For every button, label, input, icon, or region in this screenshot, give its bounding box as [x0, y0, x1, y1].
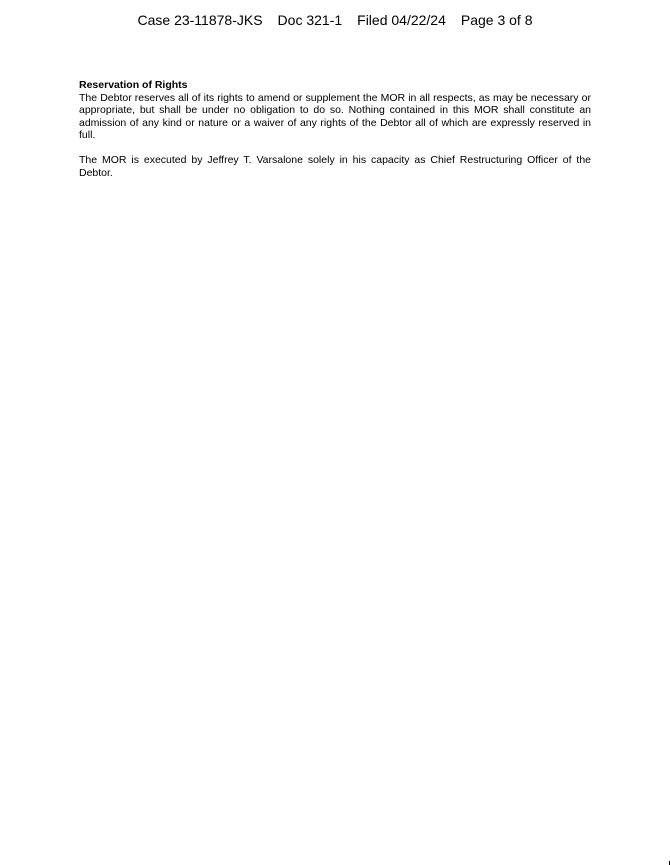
section-heading: Reservation of Rights: [79, 79, 188, 91]
case-number: Case 23-11878-JKS: [137, 12, 263, 28]
page-number: Page 3 of 8: [460, 12, 533, 28]
document-body: [79, 79, 591, 179]
execution-paragraph: The MOR is executed by Jeffrey T. Varsalone solely in his capacity as Chief Restructuring Officer of the Debtor.: [79, 154, 591, 179]
doc-number: Doc 321-1: [277, 12, 343, 28]
reservation-paragraph: The Debtor reserves all of its rights to amend or supplement the MOR in all respects, as may be necessary or appropriate, but shall be under no obligation to do so. Nothing contained in this MOR shall constitute an admission of any kind or nature or a waiver of any rights of the Debtor all of which are expressly reserved in full.: [79, 91, 591, 141]
filing-header: [0, 12, 670, 28]
filed-date: Filed 04/22/24: [357, 12, 446, 28]
